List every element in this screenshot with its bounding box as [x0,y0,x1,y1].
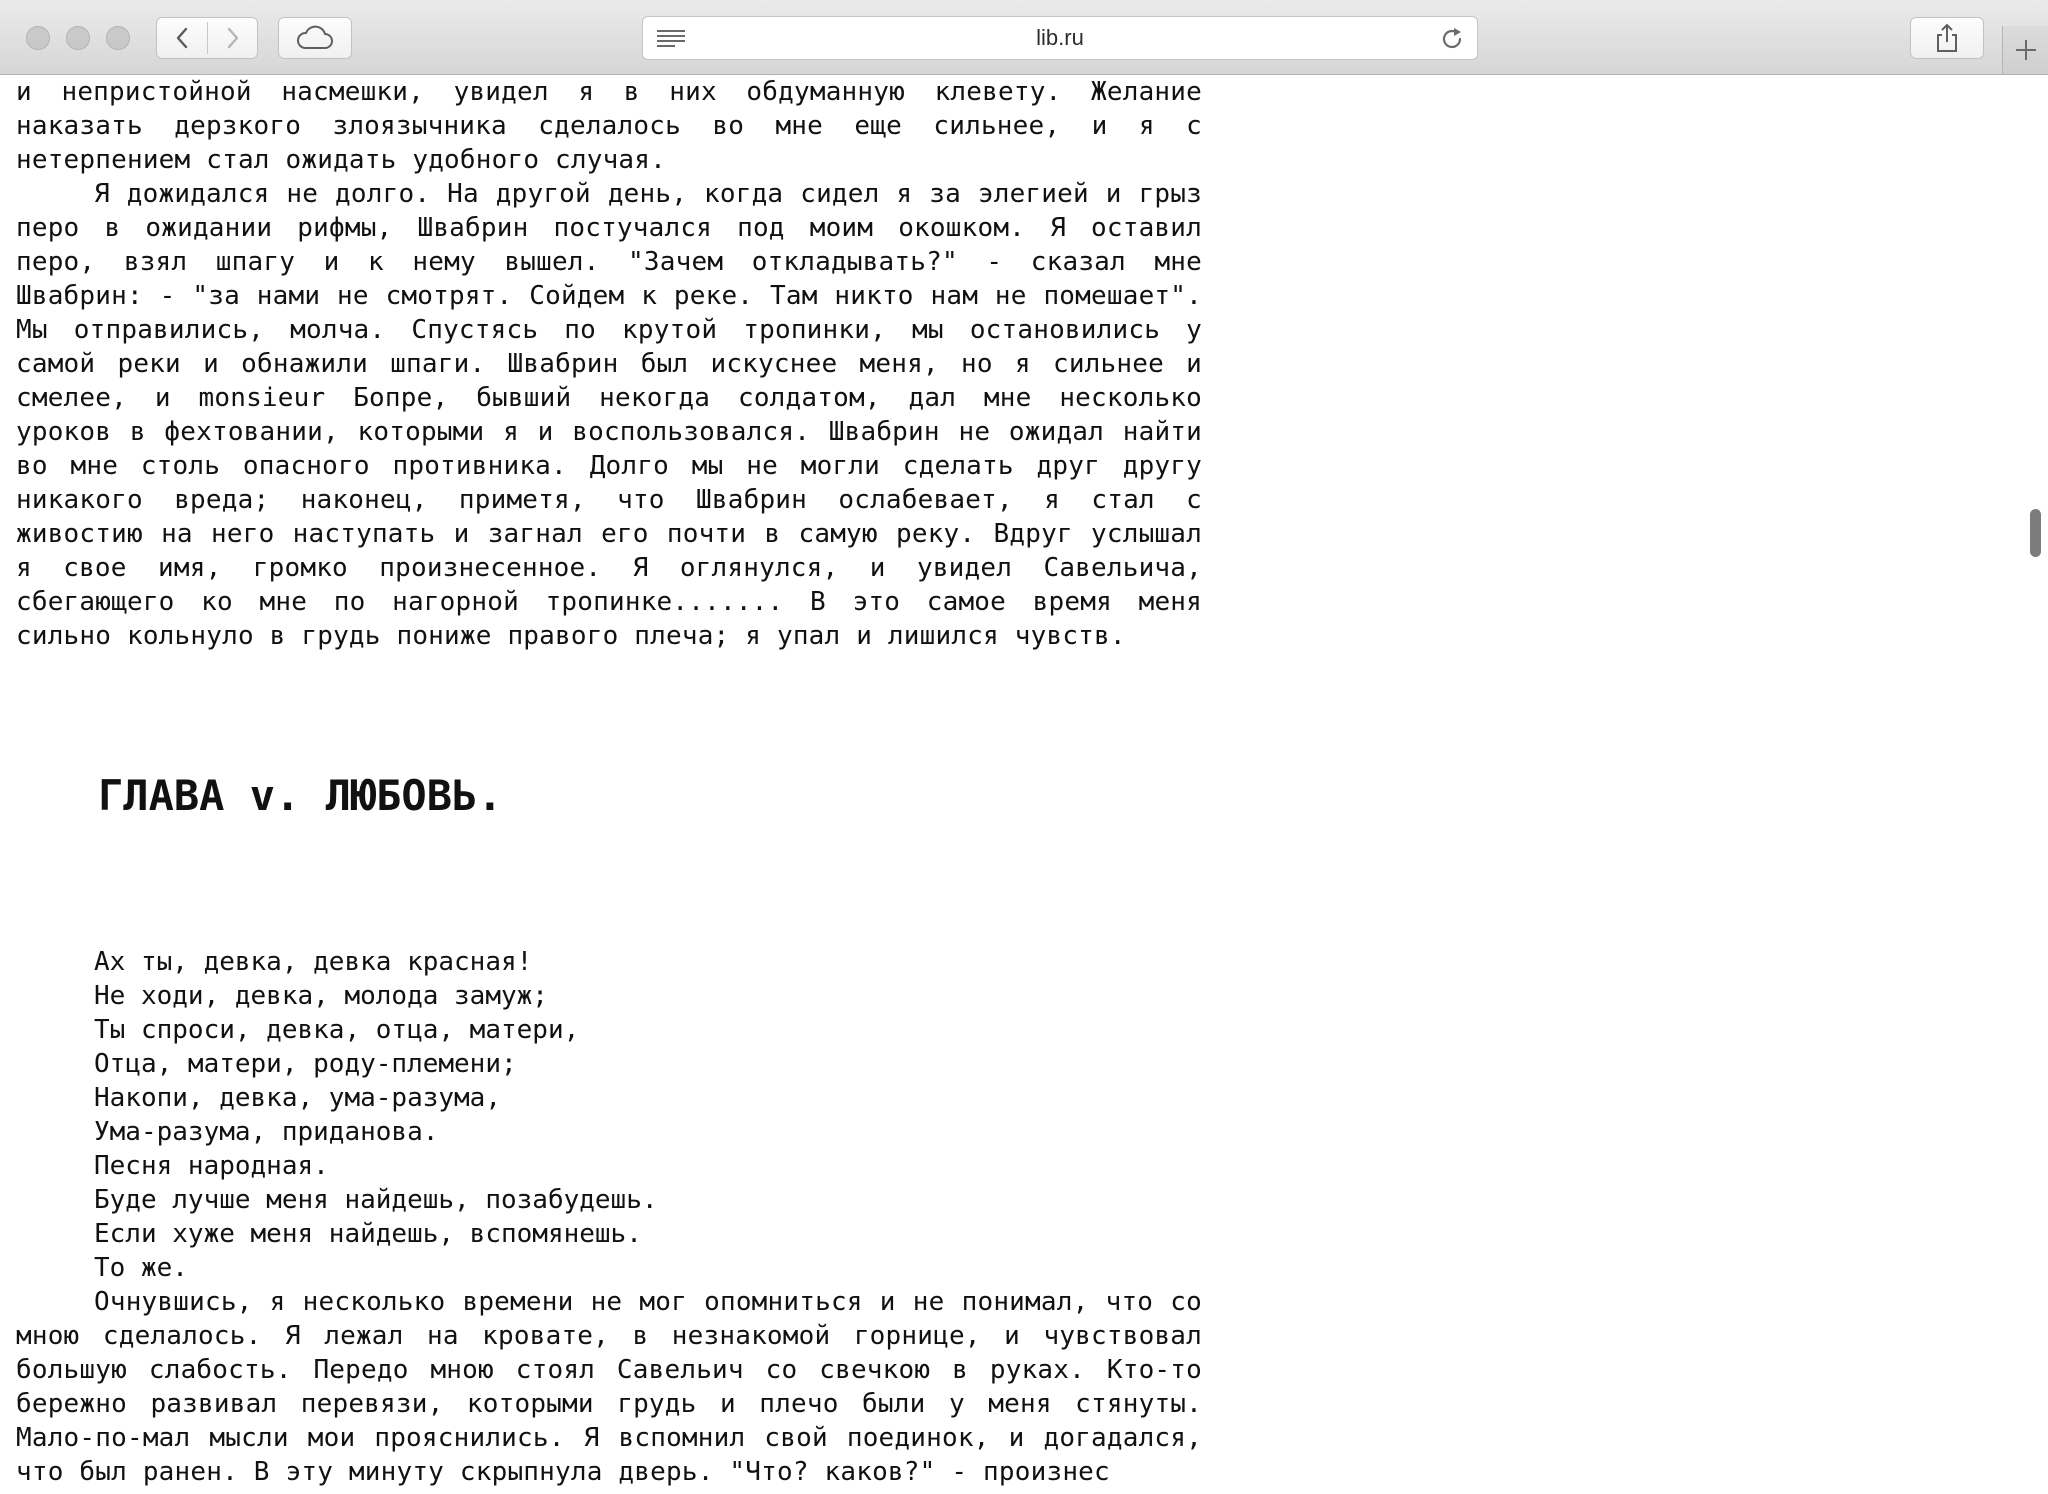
page-content [0,75,2048,1494]
paragraph-awakening [16,1285,1202,1489]
text-line: большую слабость. Передо мною стоял Савельич со свечкою в руках. Кто-то [16,1355,1202,1385]
text-line: мною сделалось. Я лежал на кровате, в незнакомой горнице, и чувствовал [16,1321,1202,1351]
text-line: чувств. [1014,621,1126,651]
text-line: бывший некогда солдатом, дал мне несколько уроков в фехтовании, которыми я и [16,383,1203,447]
text-line: время меня сильно кольнуло в грудь пониже правого плеча; я упал и лишился [16,587,1203,651]
text-line: и непристойной насмешки, увидел я в них обдуманную клевету. Желание наказать [16,77,1202,141]
epigraph-line: Не ходи, девка, молода замуж; [94,981,548,1011]
text-line: дерзкого злоязычника сделалось во мне еще сильнее, и я с нетерпением стал [16,111,1202,175]
text-line: увидел Савельича, сбегающего ко мне по нагорной тропинке....... В это самое [16,553,1202,617]
epigraph-line: Если хуже меня найдешь, вспомянешь. [94,1219,642,1249]
new-tab-button[interactable] [2002,26,2048,74]
epigraph-line: Ах ты, девка, девка красная! [94,947,533,977]
text-line: Швабрин ослабевает, я стал с живостию на него наступать и загнал его почти в [16,485,1202,549]
text-line: воспользовался. Швабрин не ожидал найти во мне столь опасного противника. [16,417,1203,481]
epigraph-line: Накопи, девка, ума-разума, [94,1083,501,1113]
paragraph-slander [16,75,1202,177]
text-line: молча. Спустясь по крутой тропинки, мы остановились у самой реки и обнажили [16,315,1202,379]
text-line: бережно развивал перевязи, которыми грудь и плечо были у меня стянуты. [16,1389,1202,1419]
text-line: ожидать удобного случая. [285,145,666,175]
text-line: нами не смотрят. Сойдем к реке. Там никто нам не помешает". Мы отправились, [16,281,1202,345]
zoom-window-button[interactable] [106,26,130,50]
cloud-icon [296,25,334,51]
epigraph [94,945,658,1285]
plus-icon [2013,37,2039,63]
text-block-top [16,75,1202,653]
back-button[interactable] [157,18,207,58]
text-line: Я дожидался не долго. На другой день, когда сидел я за элегией и грыз [94,179,1202,209]
text-line: Очнувшись, я несколько времени не мог опомниться и не понимал, что со [94,1287,1202,1317]
epigraph-line: То же. [94,1253,188,1283]
forward-button[interactable] [208,18,258,58]
text-line: Долго мы не могли сделать друг другу никакого вреда; наконец, приметя, что [16,451,1202,515]
icloud-tabs-button[interactable] [278,17,352,59]
text-line: шпаги. Швабрин был искуснее меня, но я сильнее и смелее, и monsieur Бопре, [16,349,1202,413]
vertical-scrollbar[interactable] [2030,509,2041,557]
text-line: что был ранен. В эту минуту скрыпнула дверь. "Что? каков?" - произнес [16,1457,1110,1487]
epigraph-line: Песня народная. [94,1151,329,1181]
chapter-title: ГЛАВА v. ЛЮБОВЬ. [98,771,503,820]
reload-icon[interactable] [1439,26,1465,52]
text-line: взял шпагу и к нему вышел. "Зачем откладывать?" - сказал мне Швабрин: - "за [16,247,1203,311]
text-block-bottom [16,1285,1202,1489]
address-bar[interactable] [642,16,1478,60]
navigation-buttons [156,17,258,59]
text-line: самую реку. Вдруг услышал я свое имя, громко произнесенное. Я оглянулся, и [16,519,1202,583]
chevron-left-icon [174,26,190,50]
text-line: перо в ожидании рифмы, Швабрин постучался под моим окошком. Я оставил перо, [16,213,1202,277]
epigraph-line: Ты спроси, девка, отца, матери, [94,1015,580,1045]
share-icon [1935,23,1959,53]
epigraph-line: Буде лучше меня найдешь, позабудешь. [94,1185,658,1215]
chevron-right-icon [225,26,241,50]
minimize-window-button[interactable] [66,26,90,50]
epigraph-line: Отца, матери, роду-племени; [94,1049,517,1079]
close-window-button[interactable] [26,26,50,50]
paragraph-duel [16,177,1202,653]
share-button[interactable] [1910,17,1984,59]
url-text[interactable]: lib.ru [1036,25,1084,50]
text-line: Мало-по-мал мысли мои прояснились. Я вспомнил свой поединок, и догадался, [16,1423,1202,1453]
browser-toolbar [0,0,2048,75]
epigraph-line: Ума-разума, приданова. [94,1117,439,1147]
